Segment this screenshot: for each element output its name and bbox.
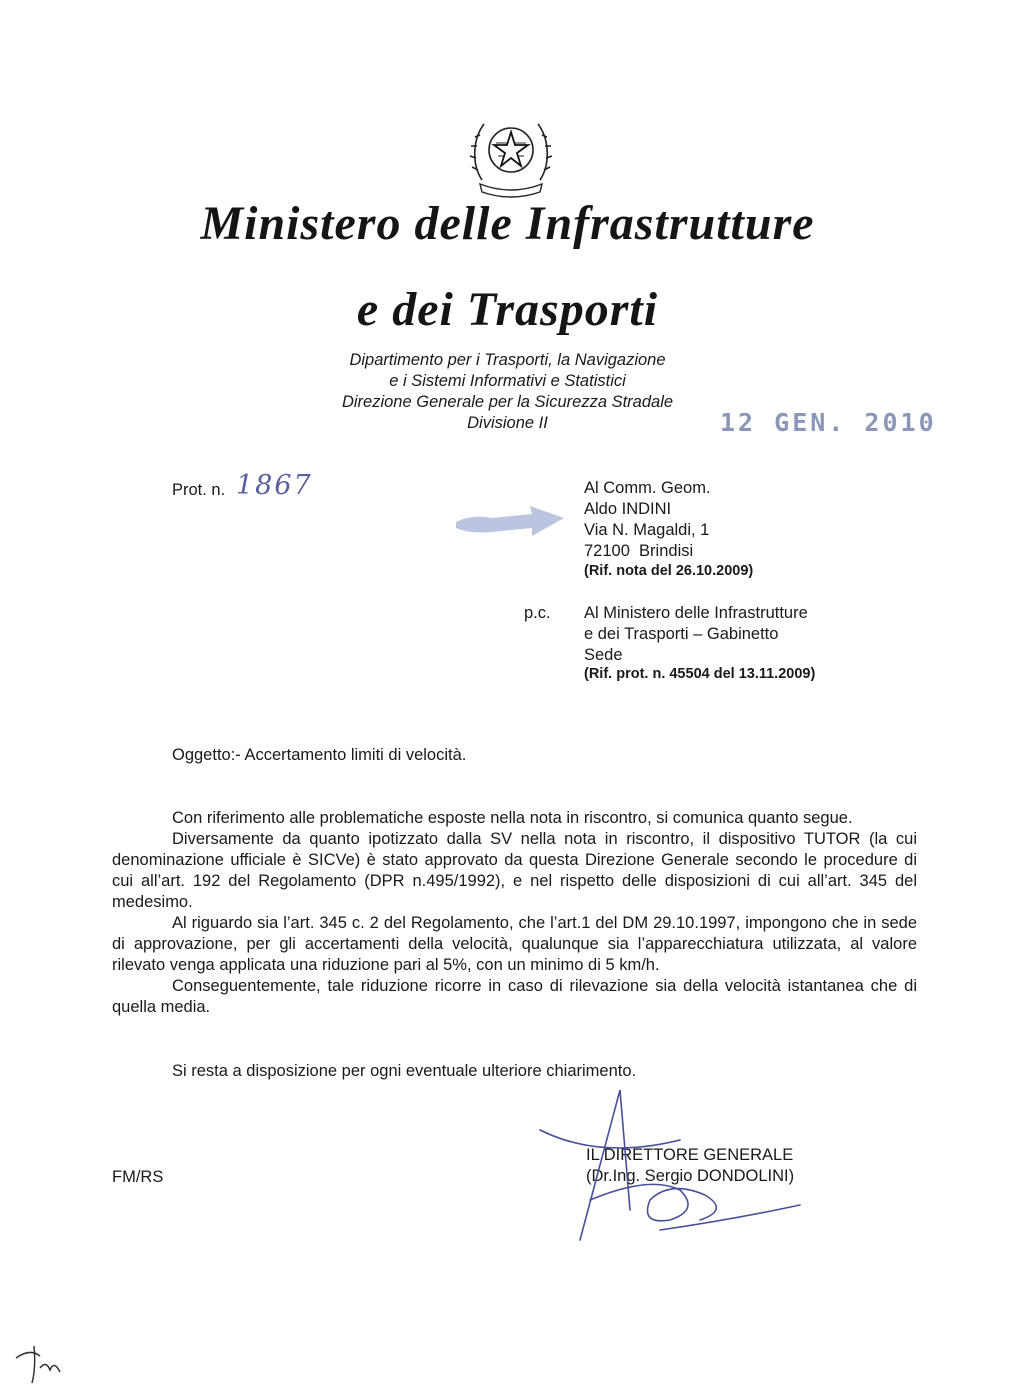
recipient-line-1: Al Comm. Geom. xyxy=(584,479,711,497)
ministry-name-line2: e dei Trasporti xyxy=(356,283,659,336)
body-paragraph-1: Con riferimento alle problematiche esposte nella nota in riscontro, si comunica quanto segue. xyxy=(172,809,853,827)
department-line-2: e i Sistemi Informativi e Statistici xyxy=(389,372,626,390)
ministry-name-line1: Ministero delle Infrastrutture xyxy=(200,197,815,250)
signatory-title: IL DIRETTORE GENERALE xyxy=(586,1146,794,1164)
margin-initials-icon xyxy=(10,1338,70,1388)
recipient-line-4: 72100 Brindisi xyxy=(584,542,694,560)
recipient-reference: (Rif. nota del 26.10.2009) xyxy=(584,563,754,579)
recipient-line-3: Via N. Magaldi, 1 xyxy=(584,521,710,539)
department-line-1: Dipartimento per i Trasporti, la Navigazione xyxy=(349,351,666,369)
author-initials: FM/RS xyxy=(112,1168,164,1186)
handwritten-signature-icon xyxy=(530,1080,820,1250)
cc-line-2: e dei Trasporti – Gabinetto xyxy=(584,625,779,643)
signatory-name: (Dr.Ing. Sergio DONDOLINI) xyxy=(586,1167,795,1185)
arrow-stamp-icon xyxy=(452,502,567,542)
department-line-4: Divisione II xyxy=(467,414,548,432)
body-paragraph-2: Diversamente da quanto ipotizzato dalla SV nella nota in riscontro, il dispositivo TUTOR (la cui denominazione ufficiale è SICVe) è stato approvato da questa Direzione Generale secondo le procedure di cui all’art. 192 del Regolamento (DPR n.495/1992), e nel rispetto delle disposizioni di cui all’art. 345 del medesimo. xyxy=(112,830,917,911)
protocol-label: Prot. n. xyxy=(172,481,226,499)
cc-reference: (Rif. prot. n. 45504 del 13.11.2009) xyxy=(584,666,816,682)
letter-body xyxy=(112,808,917,1018)
closing-line: Si resta a disposizione per ogni eventuale ulteriore chiarimento. xyxy=(172,1062,637,1080)
cc-label: p.c. xyxy=(524,604,551,622)
date-stamp: 12 GEN. 2010 xyxy=(720,408,937,437)
republic-emblem-icon xyxy=(470,110,552,200)
cc-line-3: Sede xyxy=(584,646,623,664)
recipient-line-2: Aldo INDINI xyxy=(584,500,672,518)
cc-line-1: Al Ministero delle Infrastrutture xyxy=(584,604,808,622)
subject-line: Oggetto:- Accertamento limiti di velocità. xyxy=(172,746,467,764)
body-paragraph-4: Conseguentemente, tale riduzione ricorre in caso di rilevazione sia della velocità istantanea che di quella media. xyxy=(112,977,917,1016)
body-paragraph-3: Al riguardo sia l’art. 345 c. 2 del Regolamento, che l’art.1 del DM 29.10.1997, impongono che in sede di approvazione, per gli accertamenti della velocità, qualunque sia l’apparecchiatura utilizzata, al valore rilevato venga applicata una riduzione pari al 5%, con un minimo di 5 km/h. xyxy=(112,914,917,974)
protocol-number: 1867 xyxy=(236,470,313,501)
department-line-3: Direzione Generale per la Sicurezza Stradale xyxy=(341,393,674,411)
